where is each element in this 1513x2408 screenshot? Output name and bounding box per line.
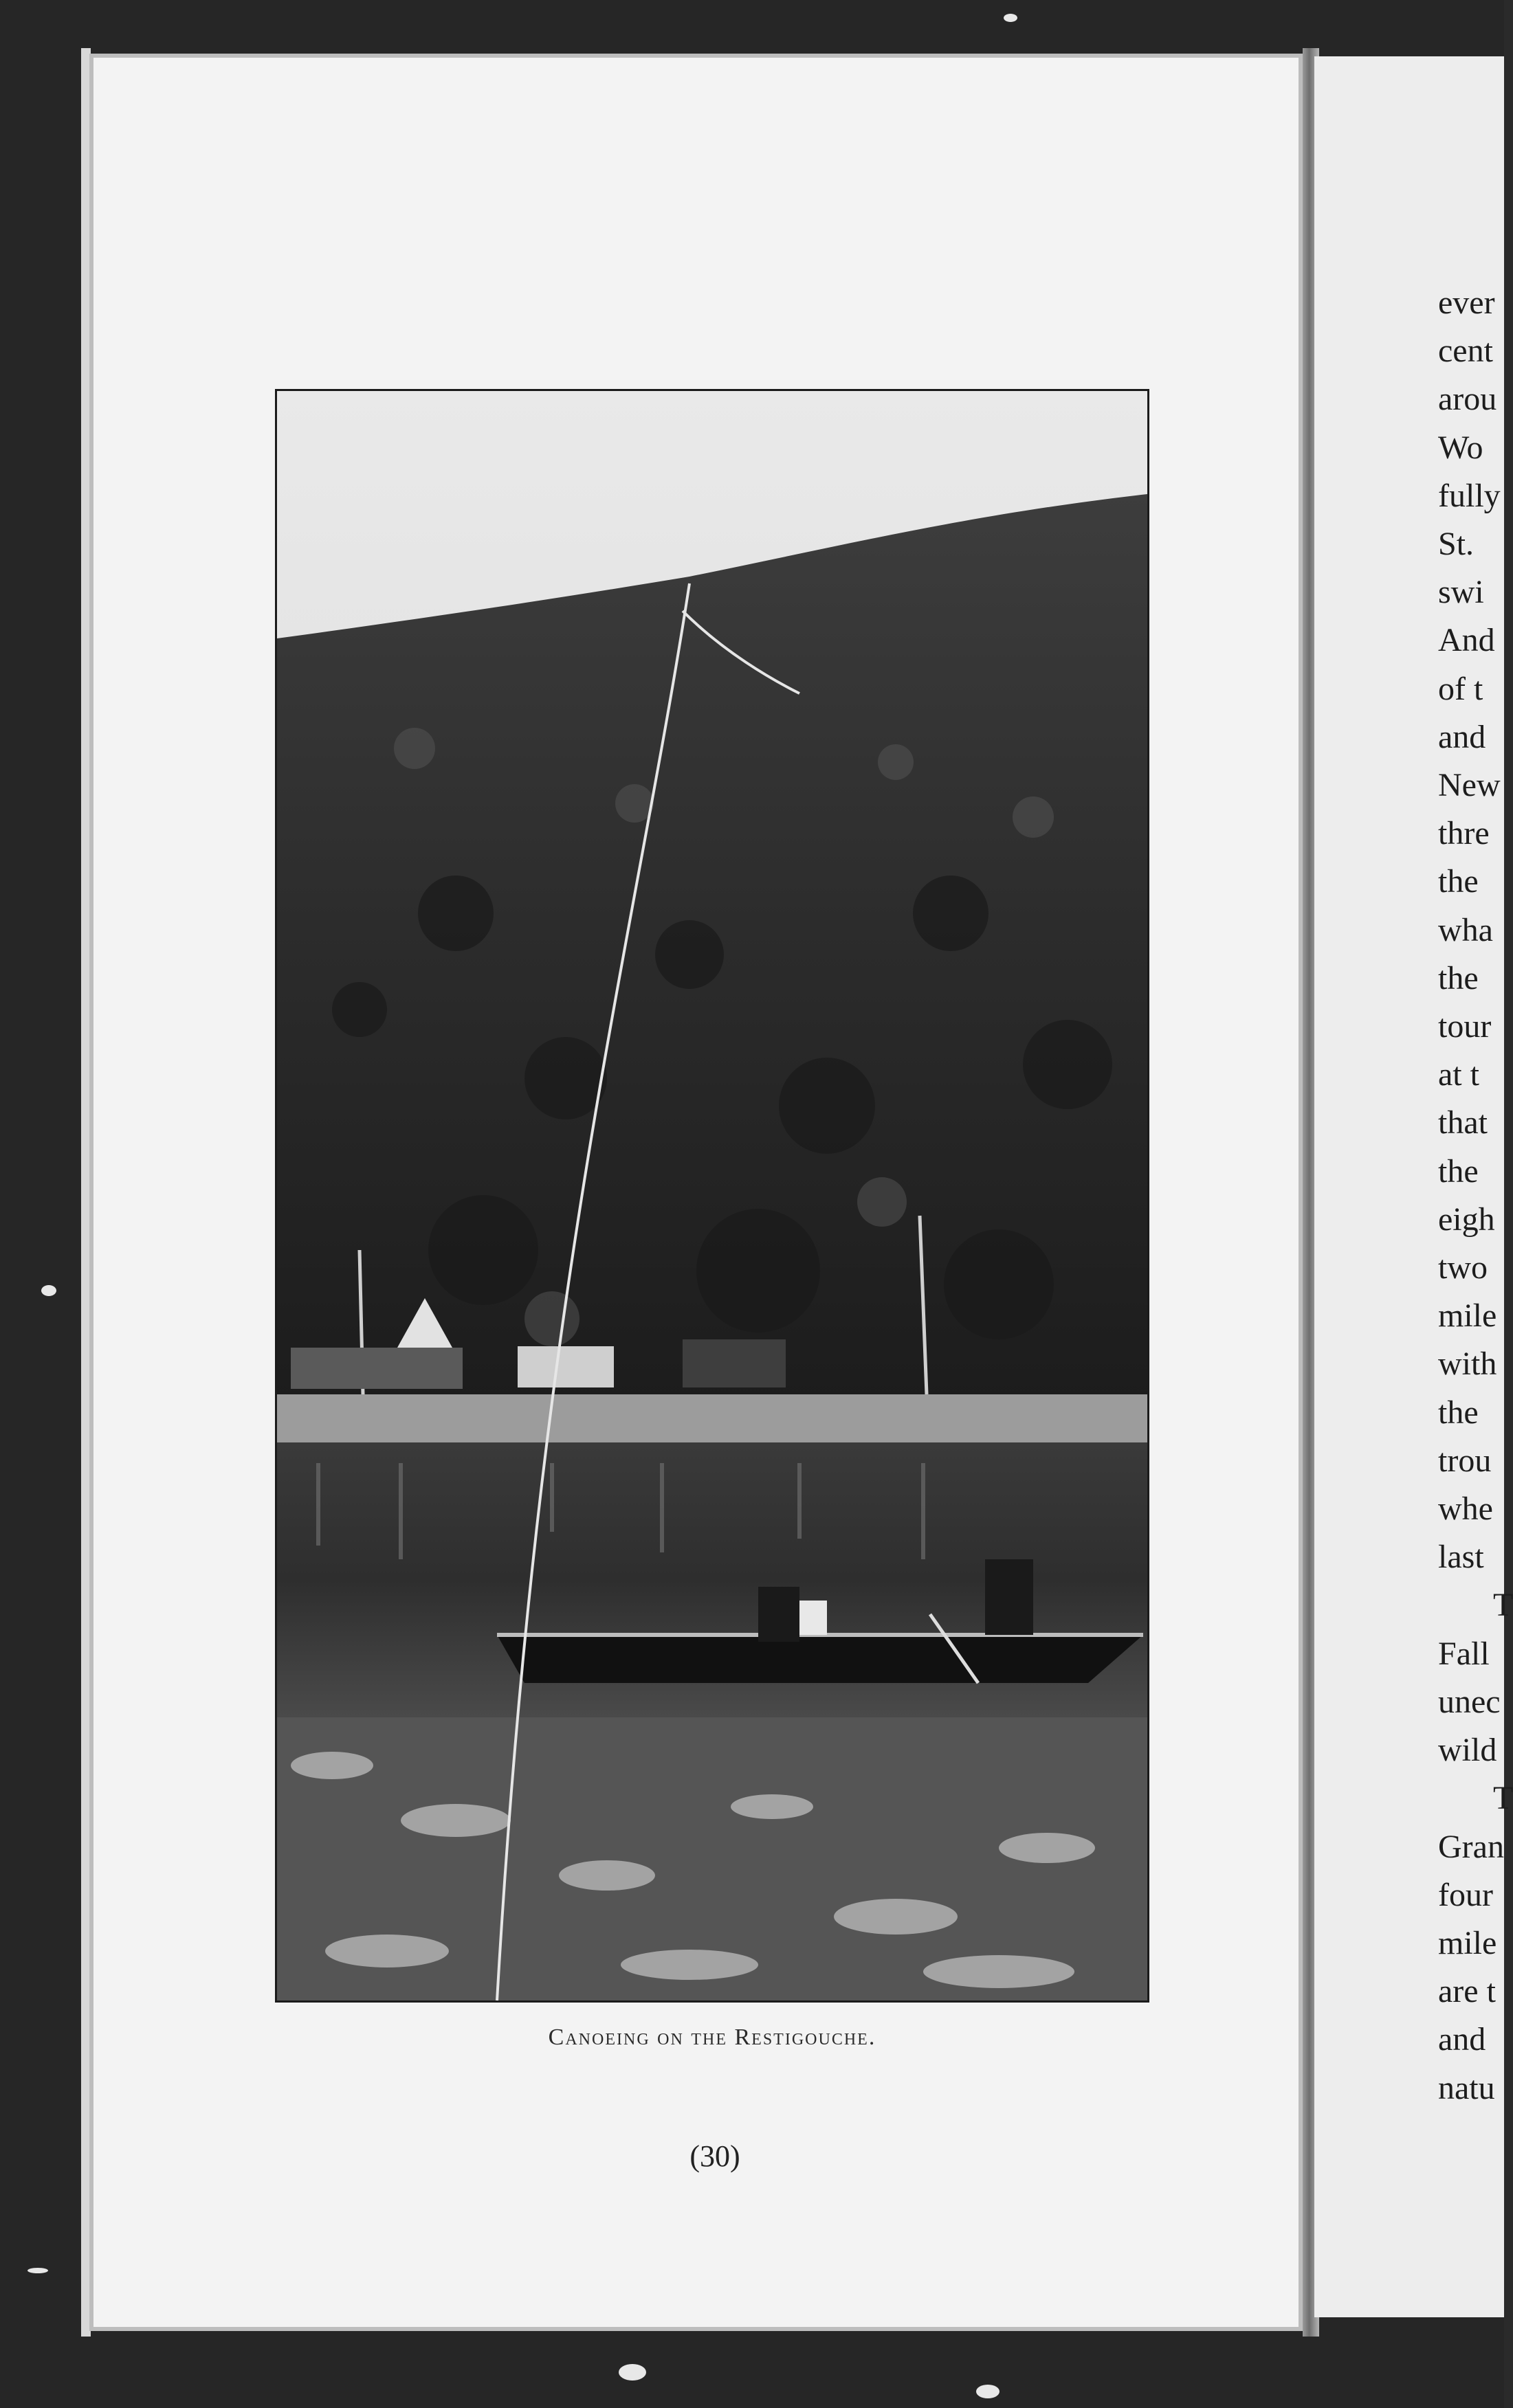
- text-line: mile: [1438, 1297, 1497, 1335]
- text-line: Wo: [1438, 429, 1483, 466]
- text-line: the: [1438, 959, 1479, 996]
- text-line: at t: [1438, 1056, 1479, 1093]
- text-line: ever: [1438, 285, 1495, 321]
- page-number: (30): [689, 2139, 740, 2173]
- photo-plate: [275, 389, 1149, 2003]
- text-line: and: [1438, 718, 1486, 755]
- text-line: are t: [1438, 1973, 1496, 2010]
- text-line: four: [1438, 1876, 1493, 1913]
- text-line: eigh: [1438, 1201, 1495, 1238]
- text-line: the: [1438, 1394, 1479, 1431]
- canoe-photograph: [277, 391, 1147, 2000]
- text-line: of t: [1438, 670, 1483, 707]
- right-page-text: [1438, 279, 1513, 2112]
- text-line: the: [1438, 1152, 1479, 1190]
- text-line: T: [1493, 1780, 1513, 1817]
- text-line: the: [1438, 863, 1479, 900]
- text-line: with: [1438, 1346, 1497, 1383]
- text-line: unec: [1438, 1683, 1501, 1720]
- text-line: thre: [1438, 815, 1490, 852]
- text-line: T: [1493, 1587, 1513, 1624]
- dust-speck: [619, 2364, 646, 2381]
- text-line: two: [1438, 1249, 1488, 1286]
- text-line: wha: [1438, 911, 1493, 948]
- text-line: natu: [1438, 2069, 1495, 2106]
- text-line: Gran: [1438, 1828, 1504, 1865]
- text-line: trou: [1438, 1442, 1492, 1479]
- dust-speck: [1004, 14, 1017, 22]
- text-line: whe: [1438, 1491, 1493, 1528]
- figure-caption: Canoeing on the Restigouche.: [548, 2025, 876, 2050]
- text-line: fully: [1438, 477, 1501, 514]
- text-line: last: [1438, 1539, 1484, 1576]
- text-line: cent: [1438, 333, 1493, 370]
- text-line: that: [1438, 1104, 1488, 1141]
- text-line: New: [1438, 767, 1501, 804]
- dust-speck: [976, 2385, 1000, 2398]
- text-line: And: [1438, 622, 1495, 659]
- text-line: Fall: [1438, 1635, 1490, 1672]
- text-line: mile: [1438, 1924, 1497, 1961]
- text-line: tour: [1438, 1008, 1492, 1045]
- text-line: wild: [1438, 1732, 1497, 1769]
- dust-speck: [41, 1285, 56, 1296]
- dust-speck: [27, 2268, 48, 2273]
- text-line: arou: [1438, 381, 1497, 418]
- text-line: and: [1438, 2021, 1486, 2058]
- text-line: swi: [1438, 574, 1484, 611]
- text-line: St.: [1438, 526, 1475, 563]
